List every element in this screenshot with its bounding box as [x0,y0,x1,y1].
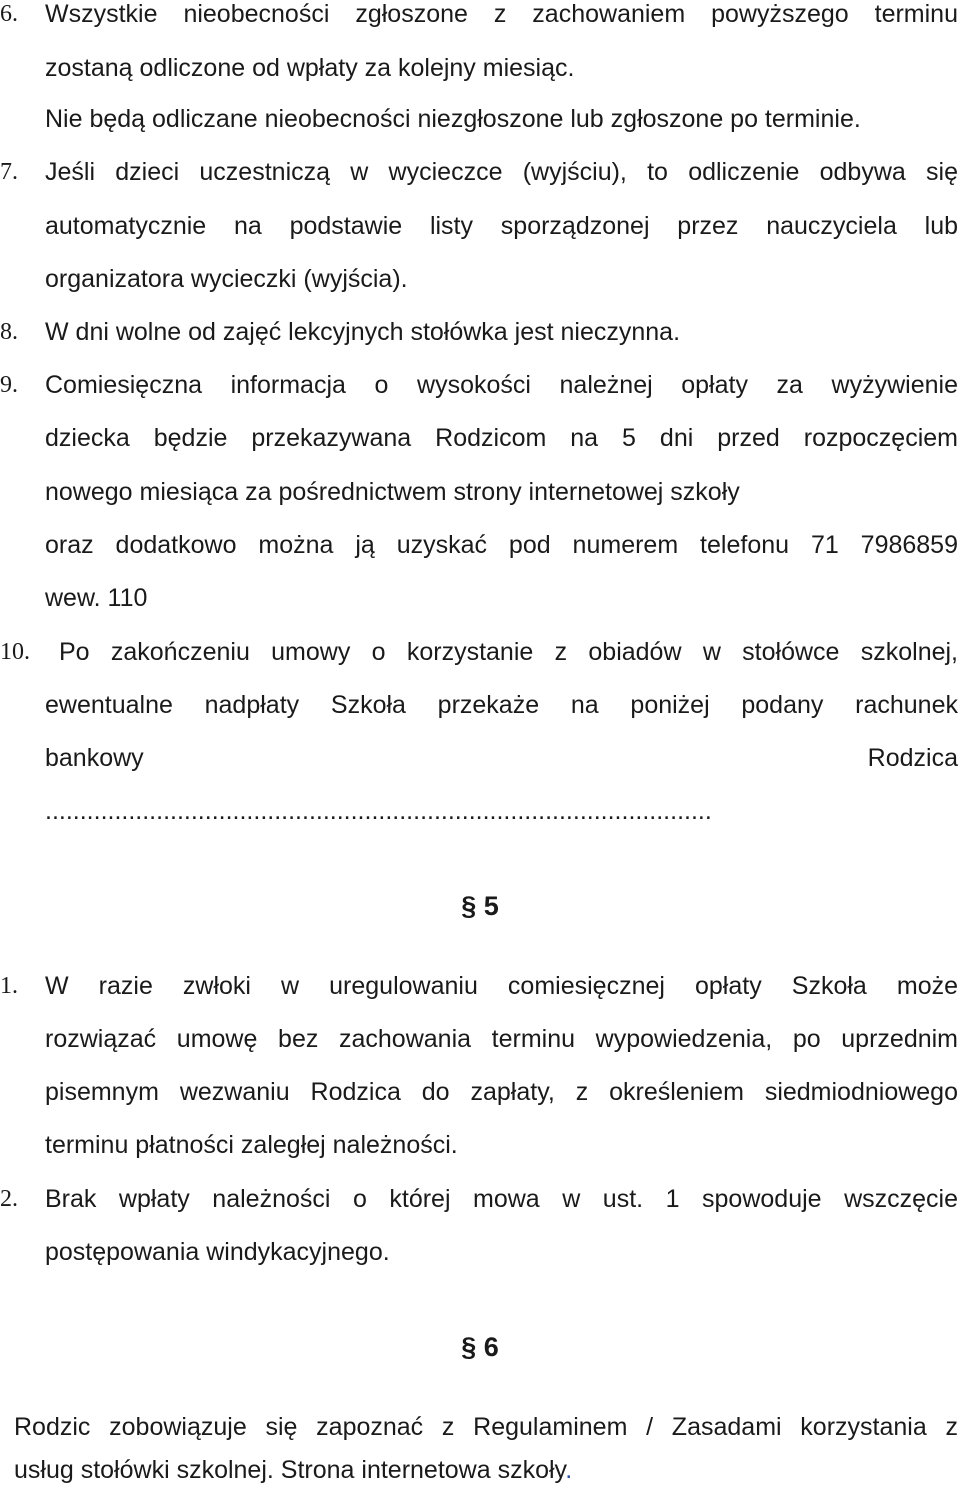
s5-item-1-line-1: W razie zwłoki w uregulowaniu comiesięcznej opłaty Szkoła może [45,972,958,1000]
item-8-line-1: W dni wolne od zajęć lekcyjnych stołówka jest nieczynna. [45,318,681,346]
s5-item-1-line-3: pisemnym wezwaniu Rodzica do zapłaty, z określeniem siedmiodniowego [45,1078,958,1106]
item-9-line-1: Comiesięczna informacja o wysokości należnej opłaty za wyżywienie [45,371,958,399]
item-10-line-2: ewentualne nadpłaty Szkoła przekaże na poniżej podany rachunek [45,691,958,719]
s6-line-2 [14,1455,958,1485]
item-7-line-1: Jeśli dzieci uczestniczą w wycieczce (wyjściu), to odliczenie odbywa się [45,158,958,186]
s5-item-2-number: 2. [0,1186,18,1212]
item-9-line-3: nowego miesiąca za pośrednictwem strony internetowej szkoły [45,478,740,506]
s6-line-1: Rodzic zobowiązuje się zapoznać z Regulaminem / Zasadami korzystania z [14,1413,958,1441]
item-7-number: 7. [0,159,18,185]
item-7-line-3: organizatora wycieczki (wyjścia). [45,265,408,293]
s5-item-2-line-1: Brak wpłaty należności o której mowa w ust. 1 spowoduje wszczęcie [45,1185,958,1213]
s6-line-2-text: usług stołówki szkolnej. Strona internetowa szkoły [14,1456,566,1484]
item-10-parent-label: Rodzica [867,744,958,772]
s5-item-1-line-4: terminu płatności zaległej należności. [45,1131,458,1159]
item-9-number: 9. [0,372,18,398]
item-6-number: 6. [0,1,18,27]
item-6-line-1: Wszystkie nieobecności zgłoszone z zachowaniem powyższego terminu [45,0,958,28]
item-8-number: 8. [0,319,18,345]
item-10-bank-account-label: bankowy [45,744,144,772]
item-9-line-5: wew. 110 [45,584,148,612]
item-6-line-3: Nie będą odliczane nieobecności niezgłoszone lub zgłoszone po terminie. [45,105,861,133]
item-9-line-4: oraz dodatkowo można ją uzyskać pod numerem telefonu 71 7986859 [45,531,958,559]
item-10-number: 10. [0,639,30,665]
item-6-line-2: zostaną odliczone od wpłaty za kolejny miesiąc. [45,54,575,82]
section-5-heading: § 5 [461,891,499,921]
s5-item-1-number: 1. [0,973,18,999]
item-7-line-2: automatycznie na podstawie listy sporządzonej przez nauczyciela lub [45,212,958,240]
item-10-line-1: Po zakończeniu umowy o korzystanie z obiadów w stołówce szkolnej, [59,638,958,666]
s5-item-2-line-2: postępowania windykacyjnego. [45,1238,390,1266]
item-9-line-2: dziecka będzie przekazywana Rodzicom na 5 dni przed rozpoczęciem [45,424,958,452]
bank-account-placeholder: ................................................................................................ [45,797,712,825]
s6-trailing-dot: . [565,1456,573,1484]
s5-item-1-line-2: rozwiązać umowę bez zachowania terminu wypowiedzenia, po uprzednim [45,1025,958,1053]
section-6-heading: § 6 [461,1332,499,1362]
